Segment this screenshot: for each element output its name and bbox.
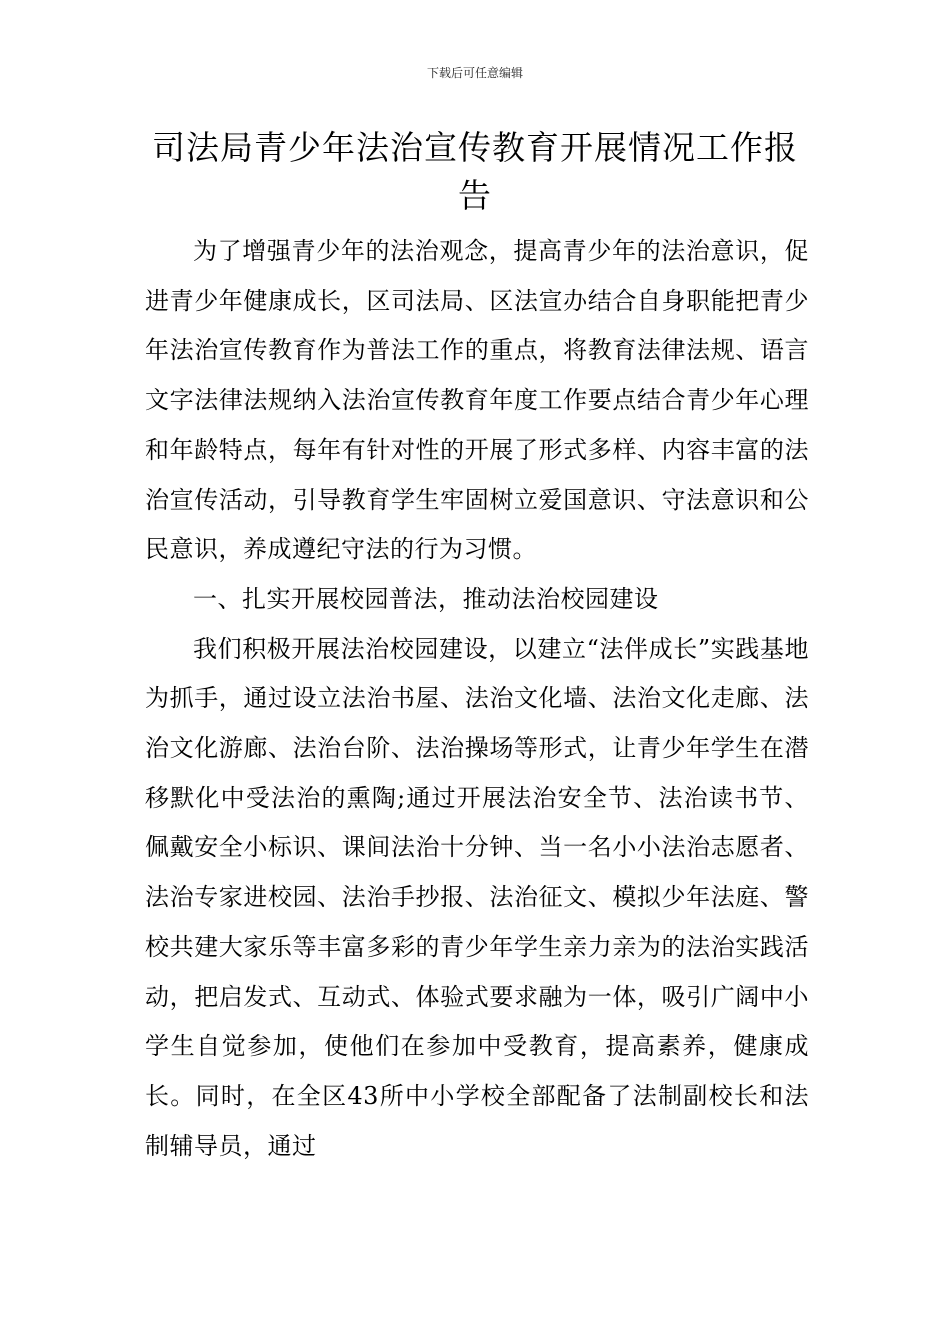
paragraph-intro: 为了增强青少年的法治观念，提高青少年的法治意识，促进青少年健康成长，区司法局、区法宣办结合自身职能把青少年法治宣传教育作为普法工作的重点，将教育法律法规、语言文字法律法规纳入法治宣传教育年度工作要点结合青少年心理和年龄特点，每年有针对性的开展了形式多样、内容丰富的法治宣传活动，引导教育学生牢固树立爱国意识、守法意识和公民意识，养成遵纪守法的行为习惯。 [145, 237, 809, 564]
document-body [145, 227, 809, 1171]
document-title: 司法局青少年法治宣传教育开展情况工作报告 [152, 128, 798, 215]
paragraph-section-1: 我们积极开展法治校园建设，以建立“法伴成长”实践基地为抓手，通过设立法治书屋、法治文化墙、法治文化走廊、法治文化游廊、法治台阶、法治操场等形式，让青少年学生在潜移默化中受法治的熏陶;通过开展法治安全节、法治读书节、佩戴安全小标识、课间法治十分钟、当一名小小法治志愿者、法治专家进校园、法治手抄报、法治征文、模拟少年法庭、警校共建大家乐等丰富多彩的青少年学生亲力亲为的法治实践活动，把启发式、互动式、体验式要求融为一体，吸引广阔中小学生自觉参加，使他们在参加中受教育，提高素养，健康成长。同时，在全区43所中小学校全部配备了法制副校长和法制辅导员，通过 [145, 634, 809, 1160]
header-note: 下载后可任意编辑 [426, 66, 523, 80]
section-heading-1: 一、扎实开展校园普法，推动法治校园建设 [193, 584, 659, 613]
